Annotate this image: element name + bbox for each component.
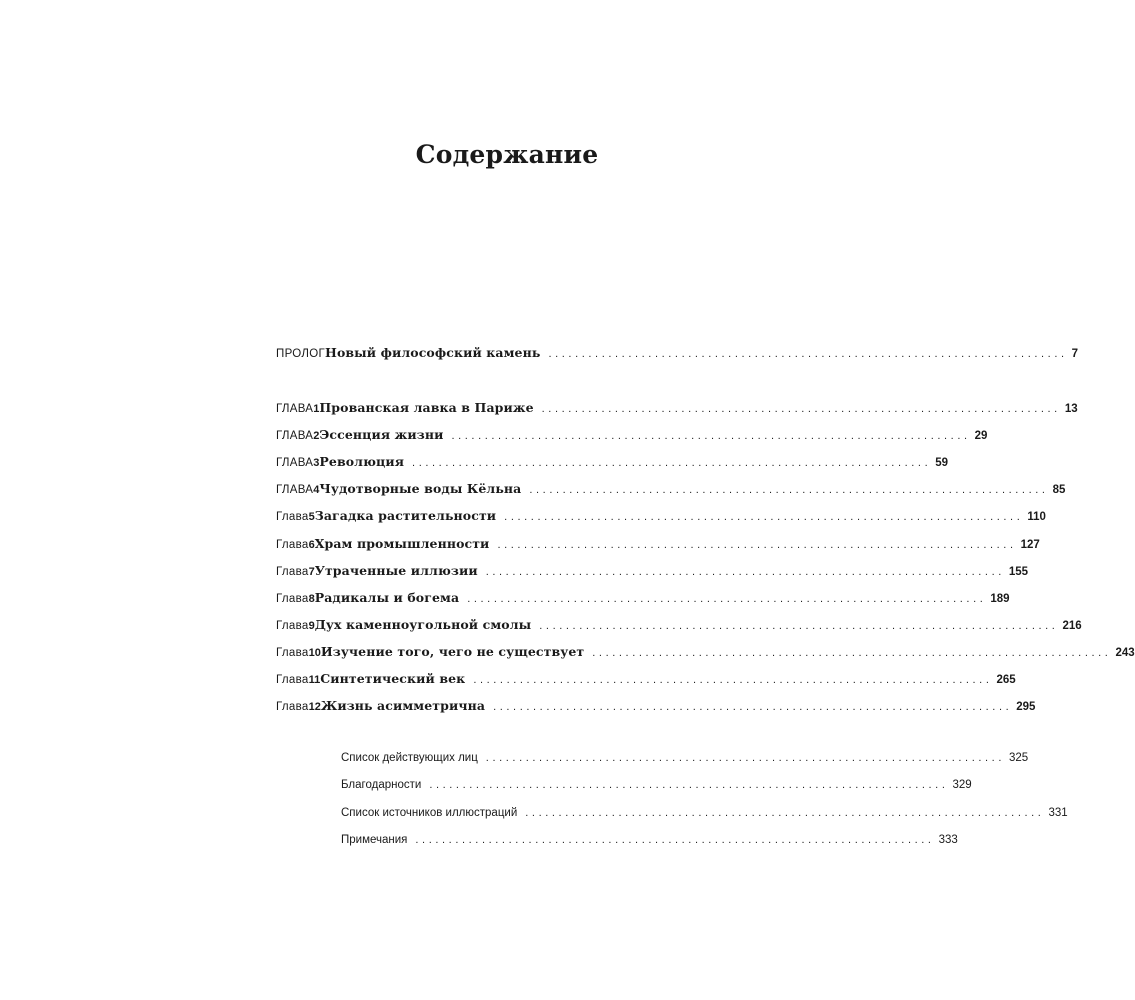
toc-entry-chapter-10[interactable] (276, 644, 1135, 664)
entry-label: Глава (276, 511, 309, 523)
entry-page-number: 110 (1027, 511, 1046, 523)
dot-leader: .............................................................................. (541, 403, 1061, 415)
entry-page-number: 329 (952, 779, 972, 791)
dot-leader: .............................................................................. (485, 566, 1005, 578)
toc-entry-notes[interactable] (341, 834, 958, 854)
entry-label: Глава (276, 647, 309, 659)
chapter-number: 6 (308, 539, 315, 551)
toc-entry-chapter-8[interactable] (276, 590, 1010, 610)
toc-entry-chapter-6[interactable] (276, 536, 1040, 556)
dot-leader: .............................................................................. (485, 752, 1005, 764)
entry-label: Глава (276, 566, 309, 578)
dot-leader: .............................................................................. (493, 701, 1013, 713)
dot-leader: .............................................................................. (467, 593, 987, 605)
entry-title: Чудотворные воды Кёльна (319, 481, 522, 496)
toc-entry-chapter-1[interactable] (276, 400, 1078, 420)
entry-page-number: 243 (1115, 647, 1135, 659)
dot-leader: .............................................................................. (539, 620, 1059, 632)
entry-label: Глава (276, 674, 309, 686)
entry-title: Жизнь асимметрична (320, 698, 486, 713)
toc-entry-prologue[interactable] (276, 345, 1079, 365)
entry-label: ГЛАВА (276, 430, 314, 442)
toc-entry-chapter-9[interactable] (276, 617, 1082, 637)
entry-label: Глава (276, 593, 309, 605)
entry-title: Список действующих лиц (341, 752, 478, 764)
entry-page-number: 85 (1052, 484, 1066, 496)
entry-page-number: 333 (938, 834, 958, 846)
entry-label: ГЛАВА (276, 403, 314, 415)
toc-entry-chapter-12[interactable] (276, 698, 1036, 718)
toc-entry-cast-list[interactable] (341, 752, 1029, 772)
entry-label: Глава (276, 701, 309, 713)
toc-entry-chapter-7[interactable] (276, 563, 1029, 583)
toc-entry-acknowledgements[interactable] (341, 779, 972, 799)
entry-page-number: 29 (974, 430, 988, 442)
chapter-number: 2 (313, 430, 320, 442)
toc-entry-chapter-2[interactable] (276, 427, 988, 447)
entry-label: ГЛАВА (276, 484, 314, 496)
dot-leader: .............................................................................. (525, 807, 1045, 819)
entry-page-number: 13 (1064, 403, 1078, 415)
dot-leader: .............................................................................. (415, 834, 935, 846)
entry-page-number: 331 (1048, 807, 1068, 819)
dot-leader: .............................................................................. (592, 647, 1112, 659)
entry-title: Благодарности (341, 779, 422, 791)
entry-label: ГЛАВА (276, 457, 314, 469)
toc-entry-chapter-3[interactable] (276, 454, 949, 474)
toc-entry-chapter-5[interactable] (276, 508, 1046, 528)
dot-leader: .............................................................................. (412, 457, 932, 469)
chapter-number: 5 (308, 511, 315, 523)
chapter-number: 8 (308, 593, 315, 605)
entry-page-number: 7 (1071, 348, 1079, 360)
entry-page-number: 155 (1008, 566, 1029, 578)
entry-title: Революция (319, 454, 405, 469)
dot-leader: .............................................................................. (504, 511, 1024, 523)
dot-leader: .............................................................................. (429, 779, 949, 791)
toc-entry-chapter-11[interactable] (276, 671, 1016, 691)
dot-leader: .............................................................................. (473, 674, 993, 686)
toc-entry-illustration-sources[interactable] (341, 807, 1068, 827)
chapter-number: 7 (308, 566, 315, 578)
entry-title: Утраченные иллюзии (314, 563, 478, 578)
entry-title: Изучение того, чего не существует (320, 644, 585, 659)
dot-leader: .............................................................................. (548, 348, 1068, 360)
entry-title: Храм промышленности (314, 536, 490, 551)
entry-page-number: 189 (990, 593, 1010, 605)
entry-page-number: 59 (935, 457, 949, 469)
entry-title: Загадка растительности (314, 508, 497, 523)
dot-leader: .............................................................................. (529, 484, 1049, 496)
chapter-number: 3 (313, 457, 320, 469)
chapter-number: 4 (313, 484, 320, 496)
entry-page-number: 265 (996, 674, 1016, 686)
entry-label: ПРОЛОГ (276, 348, 326, 360)
chapter-number: 1 (313, 403, 320, 415)
entry-page-number: 216 (1062, 620, 1082, 632)
dot-leader: .............................................................................. (451, 430, 971, 442)
chapter-number: 12 (308, 701, 321, 713)
entry-title: Дух каменноугольной смолы (314, 617, 532, 632)
entry-label: Глава (276, 620, 309, 632)
entry-title: Прованская лавка в Париже (319, 400, 534, 415)
entry-title: Новый философский камень (325, 345, 541, 360)
toc-entry-chapter-4[interactable] (276, 481, 1066, 501)
entry-title: Синтетический век (320, 671, 466, 686)
dot-leader: .............................................................................. (497, 539, 1017, 551)
entry-page-number: 295 (1016, 701, 1036, 713)
chapter-number: 10 (308, 647, 321, 659)
chapter-number: 11 (308, 674, 321, 686)
entry-label: Глава (276, 539, 309, 551)
entry-title: Примечания (341, 834, 408, 846)
chapter-number: 9 (308, 620, 315, 632)
entry-title: Эссенция жизни (319, 427, 444, 442)
entry-page-number: 325 (1008, 752, 1029, 764)
entry-title: Список источников иллюстраций (341, 807, 518, 819)
entry-page-number: 127 (1020, 539, 1040, 551)
page-title: Содержание (415, 140, 599, 169)
entry-title: Радикалы и богема (314, 590, 460, 605)
